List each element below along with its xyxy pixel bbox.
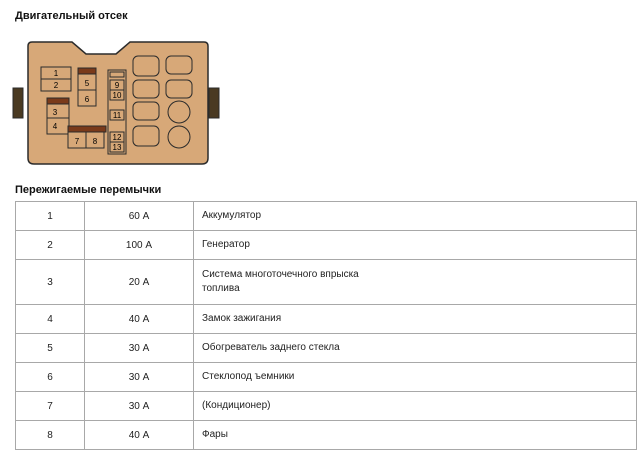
fuse-13-label: 13 (112, 143, 122, 152)
relay-socket (133, 126, 159, 146)
relay-socket (133, 102, 159, 120)
fuse-number: 7 (16, 392, 85, 421)
fuse-number: 6 (16, 363, 85, 392)
table-row (16, 260, 637, 305)
table-row (16, 421, 637, 450)
fuse-description: Обогреватель заднего стекла (194, 334, 637, 363)
fuse-4-label: 4 (52, 122, 58, 131)
table-row (16, 363, 637, 392)
left-connector (13, 88, 23, 118)
fusible-links-table (15, 201, 637, 450)
round-socket (168, 126, 190, 148)
fuse-description: (Кондиционер) (194, 392, 637, 421)
fusible-links-heading: Пережигаемые перемычки (15, 184, 162, 196)
fuse-6-label: 6 (84, 95, 90, 104)
fuse-rating: 30 А (85, 392, 194, 421)
fuse-12-label: 12 (112, 133, 122, 142)
fuse-1-label: 1 (53, 69, 59, 78)
fuse-number: 4 (16, 305, 85, 334)
fuse-2-label: 2 (53, 81, 59, 90)
fuse-3-label: 3 (52, 108, 58, 117)
fuse-description: Генератор (194, 231, 637, 260)
fuse-8-label: 8 (92, 137, 98, 146)
fuse-rating: 30 А (85, 334, 194, 363)
fuse-rating: 40 А (85, 305, 194, 334)
relay-socket (133, 56, 159, 76)
fuse-rating: 100 А (85, 231, 194, 260)
fuse-7-label: 7 (74, 137, 80, 146)
fuse-description (194, 260, 637, 305)
fuse-5-label: 5 (84, 79, 90, 88)
fuse-description-text: Система многоточечного впрыска топлива (202, 269, 359, 294)
table-row (16, 305, 637, 334)
fuse-number: 2 (16, 231, 85, 260)
fuse-rating: 20 А (85, 260, 194, 305)
fuse-description: Замок зажигания (194, 305, 637, 334)
fuse-description: Стеклопод ъемники (194, 363, 637, 392)
fuse-number: 1 (16, 202, 85, 231)
fuse-10-label: 10 (112, 91, 122, 100)
table-row (16, 334, 637, 363)
table-row (16, 392, 637, 421)
relay-socket (133, 80, 159, 98)
relay-socket (166, 56, 192, 74)
fuse-9-label: 9 (114, 81, 120, 90)
fuse-number: 3 (16, 260, 85, 305)
fuse-11-label: 11 (112, 111, 122, 120)
fuse-rating: 60 А (85, 202, 194, 231)
fuse-description: Аккумулятор (194, 202, 637, 231)
right-connector (209, 88, 219, 118)
fuse-rating: 40 А (85, 421, 194, 450)
fuse-number: 5 (16, 334, 85, 363)
engine-bay-heading: Двигательный отсек (15, 10, 128, 22)
relay-socket (166, 80, 192, 98)
fuse-number: 8 (16, 421, 85, 450)
fuse-box-diagram (12, 36, 222, 172)
table-row (16, 202, 637, 231)
round-socket (168, 101, 190, 123)
fuse-3 (47, 104, 69, 118)
table-row (16, 231, 637, 260)
fuse-description: Фары (194, 421, 637, 450)
fuse-rating: 30 А (85, 363, 194, 392)
fuse-4 (47, 118, 69, 134)
